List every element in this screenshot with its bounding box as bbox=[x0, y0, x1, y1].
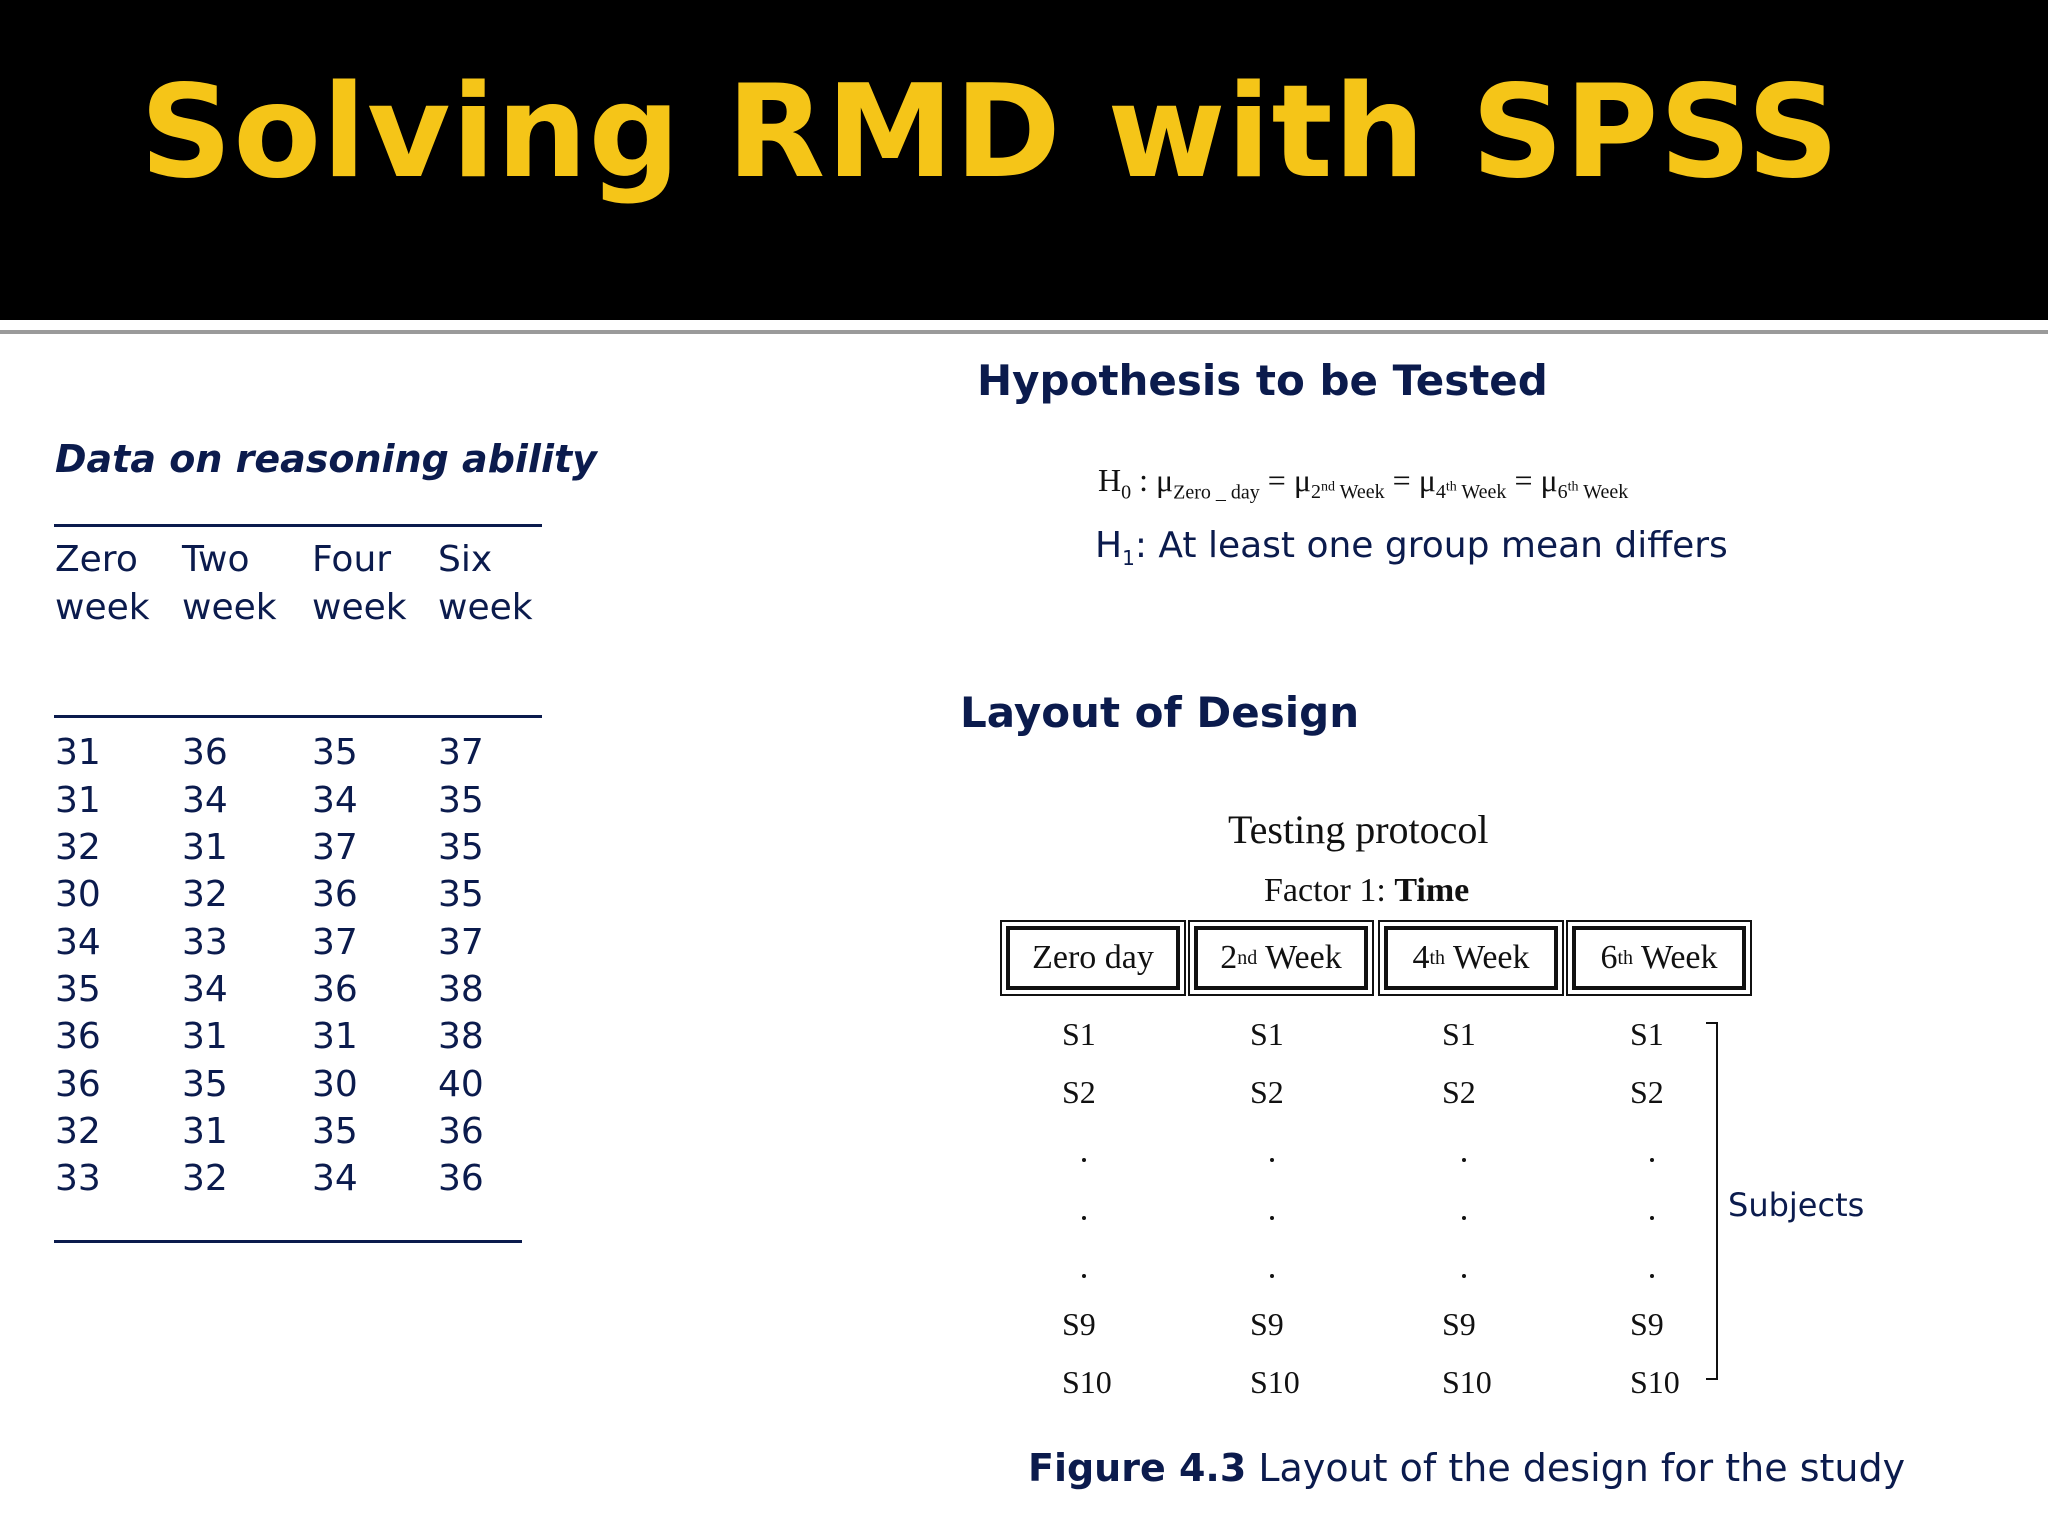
factor-label bbox=[1264, 872, 1469, 910]
h0-term-sup: th bbox=[1567, 479, 1579, 495]
table-title: Data on reasoning ability bbox=[55, 437, 597, 481]
table-cell: 35 bbox=[182, 1064, 228, 1105]
subject-label: S10 bbox=[1250, 1364, 1300, 1400]
h0-term-label: Week bbox=[1456, 481, 1507, 504]
week-num: Zero day bbox=[1032, 939, 1154, 976]
column-header-line2: week bbox=[438, 587, 533, 628]
week-num: 2 bbox=[1220, 939, 1238, 976]
column-header-two-week bbox=[182, 536, 277, 632]
table-cell: 31 bbox=[55, 780, 101, 821]
divider-grey bbox=[0, 330, 2048, 334]
subject-label: S1 bbox=[1250, 1016, 1284, 1052]
column-header-four-week bbox=[312, 536, 407, 632]
table-cell: 32 bbox=[182, 874, 228, 915]
figure-number: Figure 4.3 bbox=[1028, 1446, 1247, 1490]
week-sup: th bbox=[1429, 946, 1446, 969]
subject-label: S2 bbox=[1250, 1074, 1284, 1110]
subject-label: S1 bbox=[1442, 1016, 1476, 1052]
table-cell: 33 bbox=[55, 1158, 101, 1199]
layout-title: Layout of Design bbox=[960, 688, 1360, 737]
table-cell: 30 bbox=[55, 874, 101, 915]
ellipsis-dot bbox=[1462, 1216, 1466, 1220]
h0-term-ord: 2 bbox=[1311, 481, 1321, 504]
ellipsis-dot bbox=[1462, 1274, 1466, 1278]
equals-sign: = bbox=[1506, 462, 1541, 498]
table-cell: 36 bbox=[312, 874, 358, 915]
table-header-rule bbox=[54, 715, 542, 718]
week-box-2nd-week bbox=[1194, 926, 1368, 990]
ellipsis-dot bbox=[1650, 1274, 1654, 1278]
subjects-bracket bbox=[1706, 1022, 1718, 1380]
figure-caption bbox=[1028, 1446, 1905, 1490]
table-cell: 32 bbox=[55, 827, 101, 868]
subject-label: S9 bbox=[1630, 1306, 1664, 1342]
table-cell: 33 bbox=[182, 922, 228, 963]
slide-title: Solving RMD with SPSS bbox=[140, 58, 1840, 207]
table-cell: 37 bbox=[312, 922, 358, 963]
week-rest: Week bbox=[1445, 939, 1530, 976]
mu-symbol: μ bbox=[1156, 462, 1174, 498]
week-num: 4 bbox=[1412, 939, 1430, 976]
table-cell: 34 bbox=[312, 1158, 358, 1199]
table-cell: 38 bbox=[438, 1016, 484, 1057]
ellipsis-dot bbox=[1270, 1274, 1274, 1278]
alternative-hypothesis bbox=[1095, 525, 1728, 570]
table-cell: 35 bbox=[312, 732, 358, 773]
table-cell: 30 bbox=[312, 1064, 358, 1105]
factor-value: Time bbox=[1394, 872, 1470, 909]
h0-term-zero bbox=[1173, 481, 1260, 503]
h1-text: : At least one group mean differs bbox=[1134, 525, 1728, 566]
subject-label: S10 bbox=[1442, 1364, 1492, 1400]
h0-term-sup: nd bbox=[1321, 479, 1335, 495]
table-cell: 32 bbox=[182, 1158, 228, 1199]
table-cell: 34 bbox=[182, 969, 228, 1010]
table-cell: 31 bbox=[55, 732, 101, 773]
subject-label: S2 bbox=[1442, 1074, 1476, 1110]
table-cell: 37 bbox=[438, 732, 484, 773]
h0-term-sup: th bbox=[1445, 479, 1457, 495]
subject-label: S9 bbox=[1062, 1306, 1096, 1342]
ellipsis-dot bbox=[1270, 1158, 1274, 1162]
table-cell: 40 bbox=[438, 1064, 484, 1105]
h0-term-label: Week bbox=[1578, 481, 1629, 504]
column-header-six-week bbox=[438, 536, 533, 632]
column-header-line1: Two bbox=[182, 539, 250, 580]
subject-label: S2 bbox=[1062, 1074, 1096, 1110]
table-cell: 36 bbox=[55, 1016, 101, 1057]
figure-caption-text: Layout of the design for the study bbox=[1246, 1446, 1906, 1490]
table-cell: 34 bbox=[312, 780, 358, 821]
table-cell: 35 bbox=[438, 780, 484, 821]
ellipsis-dot bbox=[1270, 1216, 1274, 1220]
subject-label: S2 bbox=[1630, 1074, 1664, 1110]
table-cell: 35 bbox=[438, 874, 484, 915]
table-cell: 37 bbox=[312, 827, 358, 868]
table-cell: 36 bbox=[312, 969, 358, 1010]
h1-lead: H bbox=[1095, 525, 1123, 566]
mu-symbol: μ bbox=[1418, 462, 1436, 498]
h0-term-ord: 6 bbox=[1557, 481, 1568, 504]
table-cell: 31 bbox=[182, 1016, 228, 1057]
week-sup: nd bbox=[1237, 946, 1258, 969]
ellipsis-dot bbox=[1082, 1274, 1086, 1278]
subject-label: S9 bbox=[1250, 1306, 1284, 1342]
column-header-line1: Four bbox=[312, 539, 392, 580]
protocol-title: Testing protocol bbox=[1228, 807, 1489, 852]
h1-sub: 1 bbox=[1122, 546, 1135, 571]
factor-label-text: Factor 1: bbox=[1264, 872, 1395, 909]
table-cell: 36 bbox=[438, 1111, 484, 1152]
table-cell: 35 bbox=[312, 1111, 358, 1152]
table-cell: 38 bbox=[438, 969, 484, 1010]
divider-white bbox=[0, 320, 2048, 326]
mu-symbol: μ bbox=[1293, 462, 1311, 498]
table-cell: 37 bbox=[438, 922, 484, 963]
subject-label: S10 bbox=[1630, 1364, 1680, 1400]
ellipsis-dot bbox=[1462, 1158, 1466, 1162]
table-bottom-rule bbox=[54, 1240, 522, 1243]
week-box-4th-week bbox=[1384, 926, 1558, 990]
week-rest: Week bbox=[1633, 939, 1718, 976]
table-cell: 31 bbox=[182, 1111, 228, 1152]
table-cell: 34 bbox=[182, 780, 228, 821]
column-header-line2: week bbox=[182, 587, 277, 628]
hypothesis-title: Hypothesis to be Tested bbox=[977, 356, 1548, 405]
subject-label: S1 bbox=[1630, 1016, 1664, 1052]
column-header-line2: week bbox=[55, 587, 150, 628]
h0-colon: : bbox=[1131, 462, 1156, 498]
ellipsis-dot bbox=[1650, 1216, 1654, 1220]
table-cell: 31 bbox=[312, 1016, 358, 1057]
column-header-line2: week bbox=[312, 587, 407, 628]
h0-term-6th bbox=[1558, 481, 1629, 503]
null-hypothesis bbox=[1098, 462, 1628, 504]
column-header-line1: Six bbox=[438, 539, 493, 580]
subjects-label: Subjects bbox=[1728, 1186, 1865, 1224]
ellipsis-dot bbox=[1082, 1216, 1086, 1220]
mu-symbol: μ bbox=[1540, 462, 1558, 498]
h0-term-4th bbox=[1436, 481, 1507, 503]
h0-lead: H bbox=[1098, 462, 1122, 498]
week-box-zero-day bbox=[1006, 926, 1180, 990]
column-header-line1: Zero bbox=[55, 539, 138, 580]
table-cell: 34 bbox=[55, 922, 101, 963]
ellipsis-dot bbox=[1082, 1158, 1086, 1162]
table-cell: 36 bbox=[55, 1064, 101, 1105]
table-cell: 32 bbox=[55, 1111, 101, 1152]
subject-label: S9 bbox=[1442, 1306, 1476, 1342]
week-rest: Week bbox=[1257, 939, 1342, 976]
subject-label: S10 bbox=[1062, 1364, 1112, 1400]
table-top-rule bbox=[54, 524, 542, 527]
week-sup: th bbox=[1617, 946, 1634, 969]
h0-sub: 0 bbox=[1121, 481, 1132, 504]
subject-label: S1 bbox=[1062, 1016, 1096, 1052]
equals-sign: = bbox=[1384, 462, 1419, 498]
h0-term-ord: 4 bbox=[1435, 481, 1446, 504]
h0-term-2nd bbox=[1311, 481, 1385, 503]
h0-term-label: Zero _ day bbox=[1173, 481, 1260, 504]
ellipsis-dot bbox=[1650, 1158, 1654, 1162]
table-cell: 36 bbox=[438, 1158, 484, 1199]
table-cell: 31 bbox=[182, 827, 228, 868]
h0-term-label: Week bbox=[1335, 481, 1385, 504]
week-box-6th-week bbox=[1572, 926, 1746, 990]
equals-sign: = bbox=[1259, 462, 1294, 498]
table-cell: 35 bbox=[55, 969, 101, 1010]
week-num: 6 bbox=[1600, 939, 1618, 976]
table-cell: 36 bbox=[182, 732, 228, 773]
table-cell: 35 bbox=[438, 827, 484, 868]
column-header-zero-week bbox=[55, 536, 150, 632]
